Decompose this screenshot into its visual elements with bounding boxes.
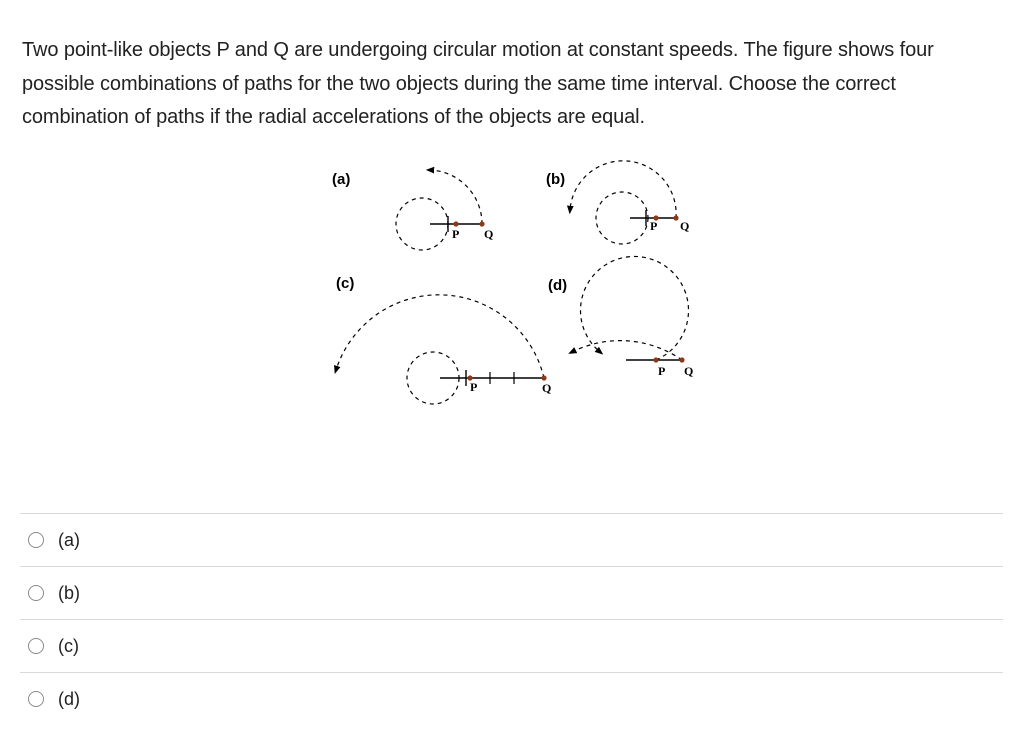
- panel-c-q-path: [336, 295, 544, 378]
- panel-b-q-path: [570, 161, 676, 218]
- option-a-label: (a): [58, 529, 80, 550]
- panel-c: [336, 275, 551, 404]
- motion-figure: [300, 150, 720, 410]
- panel-c-label: (c): [336, 275, 355, 292]
- option-a-radio[interactable]: [28, 532, 44, 548]
- option-c[interactable]: [20, 619, 1003, 672]
- panel-a: [332, 170, 493, 250]
- option-c-label: (c): [58, 635, 79, 656]
- panel-d-label: (d): [548, 277, 568, 294]
- panel-b-label: (b): [546, 171, 566, 188]
- panel-b-q-label: Q: [680, 219, 690, 233]
- panel-d-p-label: P: [658, 364, 666, 378]
- panel-a-q-path: [430, 170, 482, 224]
- panel-a-p-point: [453, 221, 458, 226]
- panel-b: [546, 161, 689, 244]
- panel-a-label: (a): [332, 171, 351, 188]
- option-b[interactable]: [20, 566, 1003, 619]
- panel-d-q-path: [572, 341, 682, 360]
- option-a[interactable]: [20, 513, 1003, 566]
- paths-diagram: [300, 150, 720, 410]
- panel-d-q-label: Q: [684, 364, 694, 378]
- panel-c-p-label: P: [470, 380, 478, 394]
- option-d-label: (d): [58, 688, 80, 709]
- panel-a-q-point: [479, 221, 484, 226]
- panel-b-p-label: P: [650, 219, 658, 233]
- question-text: Two point-like objects P and Q are undergoing circular motion at constant speeds. The figure shows four possible combinations of paths for the two objects during the same time interval. Choose the correct combination of paths if the radial accelerations of the objects are equal.: [22, 39, 934, 128]
- option-b-radio[interactable]: [28, 585, 44, 601]
- option-b-label: (b): [58, 582, 80, 603]
- panel-d-p-path: [581, 256, 689, 360]
- panel-a-q-label: Q: [484, 227, 494, 241]
- option-c-radio[interactable]: [28, 638, 44, 654]
- panel-d-p-point: [653, 357, 658, 362]
- panel-a-p-label: P: [452, 227, 460, 241]
- answer-options: [20, 513, 1003, 725]
- panel-c-q-point: [541, 375, 546, 380]
- panel-b-q-point: [673, 215, 678, 220]
- option-d-radio[interactable]: [28, 691, 44, 707]
- panel-c-q-label: Q: [542, 381, 552, 395]
- option-d[interactable]: [20, 672, 1003, 725]
- panel-d-q-point: [679, 357, 684, 362]
- panel-d: [548, 256, 693, 378]
